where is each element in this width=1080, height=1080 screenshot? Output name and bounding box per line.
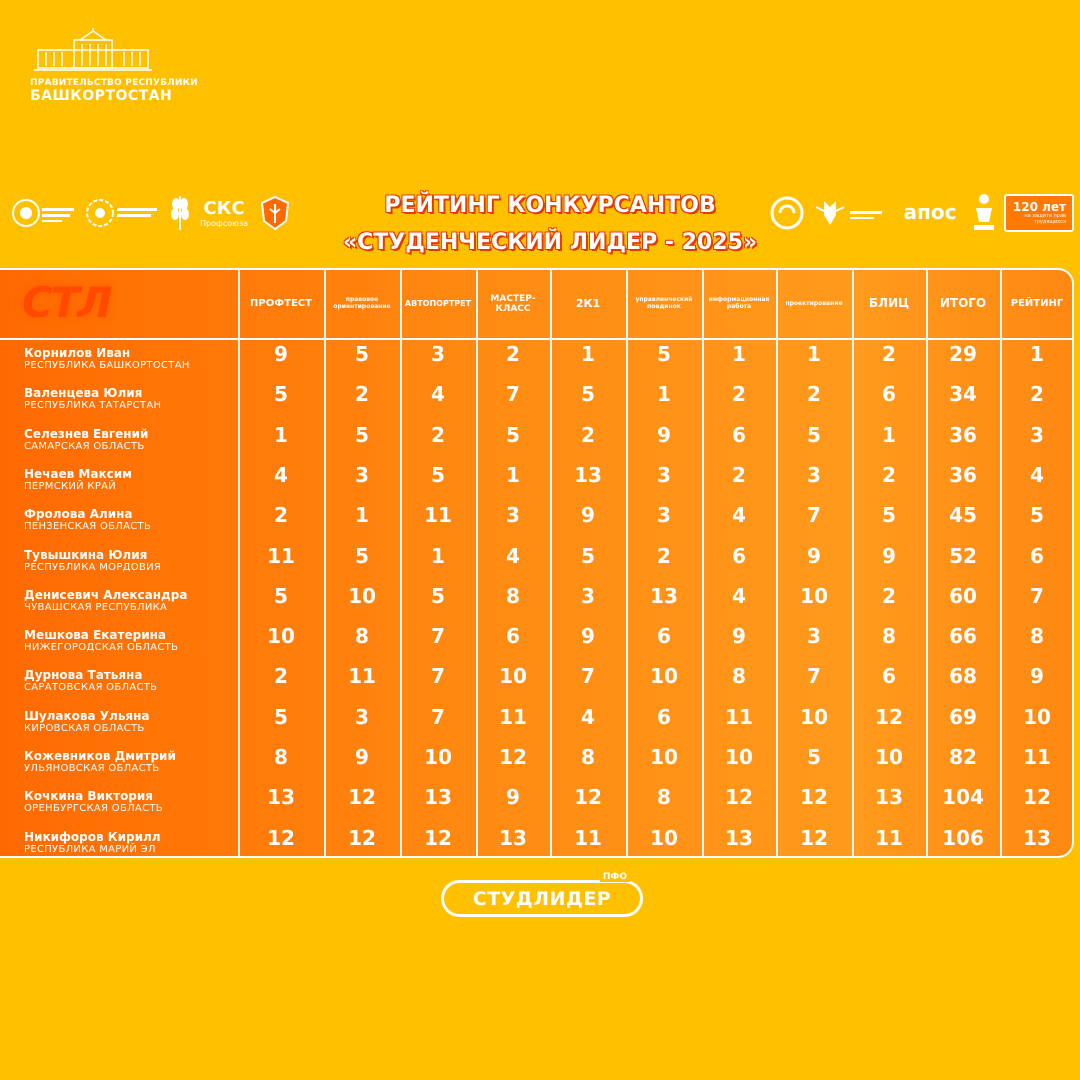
figure-emblem-icon [971, 192, 997, 232]
score-cell: 1 [581, 342, 595, 366]
score-cell: 9 [355, 745, 369, 769]
score-cell: 10 [875, 745, 903, 769]
score-cell: 5 [431, 583, 445, 608]
score-cell: 6 [657, 704, 671, 729]
score-cell: 3 [807, 624, 821, 649]
participant-name: Дурнова Татьяна [24, 668, 143, 683]
score-cell: 1 [732, 342, 746, 366]
score-cell: 9 [657, 422, 671, 447]
score-cell: 3 [431, 342, 445, 366]
score-cell: 7 [807, 503, 821, 528]
participant-region: САРАТОВСКАЯ ОБЛАСТЬ [24, 682, 158, 694]
partner-logo-eagle [810, 195, 886, 231]
total-cell: 69 [949, 704, 977, 729]
rank-cell: 1 [1030, 342, 1044, 366]
score-cell: 2 [274, 664, 288, 689]
partner-logo-wheat [168, 192, 192, 232]
score-cell: 4 [274, 462, 288, 487]
score-cell: 10 [800, 583, 828, 608]
participant-region: НИЖЕГОРОДСКАЯ ОБЛАСТЬ [24, 642, 179, 654]
score-cell: 5 [657, 342, 671, 366]
total-cell: 60 [949, 583, 977, 608]
score-cell: 7 [807, 664, 821, 689]
score-cell: 12 [800, 825, 828, 850]
rank-cell: 2 [1030, 382, 1044, 407]
score-cell: 2 [355, 382, 369, 407]
score-cell: 2 [581, 422, 595, 447]
column-divider [852, 270, 854, 856]
column-header: АВТОПОРТРЕТ [404, 299, 472, 309]
score-cell: 7 [581, 664, 595, 689]
participant-name: Мешкова Екатерина [24, 628, 167, 643]
score-cell: 8 [732, 664, 746, 689]
participant-name: Корнилов Иван [24, 346, 131, 360]
score-cell: 3 [355, 704, 369, 729]
rank-cell: 11 [1023, 745, 1051, 769]
header-divider [0, 338, 1072, 340]
column-header: МАСТЕР-КЛАСС [490, 293, 536, 314]
participant-region: КИРОВСКАЯ ОБЛАСТЬ [24, 722, 145, 734]
score-cell: 4 [732, 583, 746, 608]
column-divider [476, 270, 478, 856]
column-divider [238, 270, 240, 856]
score-cell: 9 [732, 624, 746, 649]
score-cell: 9 [882, 543, 896, 568]
score-cell: 1 [274, 422, 288, 447]
partner-logo-120 [1004, 194, 1074, 232]
score-cell: 4 [431, 382, 445, 407]
score-cell: 5 [506, 422, 520, 447]
score-cell: 5 [581, 382, 595, 407]
participant-name: Никифоров Кирилл [24, 829, 161, 844]
participant-region: САМАРСКАЯ ОБЛАСТЬ [24, 440, 145, 452]
score-cell: 1 [431, 543, 445, 568]
column-divider [626, 270, 628, 856]
partner-logo-1 [10, 195, 76, 231]
pfo-label: ПФО [600, 872, 630, 882]
score-cell: 10 [348, 583, 376, 608]
column-divider [550, 270, 552, 856]
score-cell: 7 [506, 382, 520, 407]
rank-cell: 13 [1023, 825, 1051, 850]
participant-region: ЧУВАШСКАЯ РЕСПУБЛИКА [24, 601, 168, 613]
score-cell: 10 [725, 745, 753, 769]
score-cell: 2 [807, 382, 821, 407]
score-cell: 7 [431, 704, 445, 729]
score-cell: 4 [732, 503, 746, 528]
score-cell: 10 [650, 664, 678, 689]
score-cell: 11 [348, 664, 376, 689]
score-cell: 13 [499, 825, 527, 850]
participant-region: РЕСПУБЛИКА ТАТАРСТАН [24, 400, 162, 412]
score-cell: 2 [274, 503, 288, 528]
score-cell: 5 [274, 704, 288, 729]
rank-cell: 3 [1030, 422, 1044, 447]
sks-label: СКС [203, 197, 245, 219]
score-cell: 12 [267, 825, 295, 850]
score-cell: 9 [807, 543, 821, 568]
score-cell: 5 [807, 745, 821, 769]
score-cell: 12 [875, 704, 903, 729]
partner-logo-2 [84, 195, 160, 231]
score-cell: 3 [657, 462, 671, 487]
column-divider [702, 270, 704, 856]
score-cell: 1 [657, 382, 671, 407]
total-cell: 106 [942, 825, 984, 850]
score-cell: 13 [650, 583, 678, 608]
score-cell: 2 [431, 422, 445, 447]
score-cell: 8 [274, 745, 288, 769]
score-cell: 1 [355, 503, 369, 528]
participant-name: Валенцева Юлия [24, 386, 143, 401]
column-header: информационная работа [708, 296, 770, 310]
column-divider [324, 270, 326, 856]
participant-region: ОРЕНБУРГСКАЯ ОБЛАСТЬ [24, 803, 163, 815]
participant-name: Нечаев Максим [24, 466, 132, 481]
total-cell: 82 [949, 745, 977, 769]
score-cell: 13 [574, 462, 602, 487]
score-cell: 13 [725, 825, 753, 850]
gov-title-line1: ПРАВИТЕЛЬСТВО РЕСПУБЛИКИ [30, 78, 198, 88]
column-divider [776, 270, 778, 856]
total-cell: 45 [949, 503, 977, 528]
score-cell: 2 [732, 382, 746, 407]
rank-cell: 7 [1030, 583, 1044, 608]
government-building-icon [34, 28, 152, 72]
score-cell: 6 [882, 664, 896, 689]
score-cell: 3 [355, 462, 369, 487]
total-cell: 36 [949, 422, 977, 447]
rank-cell: 5 [1030, 503, 1044, 528]
score-cell: 3 [657, 503, 671, 528]
partner-logo-circle [768, 193, 806, 233]
score-cell: 12 [574, 785, 602, 810]
column-header: ПРОФТЕСТ [250, 298, 312, 310]
circle-emblem-icon [769, 195, 805, 231]
score-cell: 2 [732, 462, 746, 487]
page-title: РЕЙТИНГ КОНКУРСАНТОВ [384, 193, 716, 218]
column-divider [400, 270, 402, 856]
score-cell: 12 [800, 785, 828, 810]
rank-cell: 10 [1023, 704, 1051, 729]
score-cell: 11 [875, 825, 903, 850]
score-cell: 5 [431, 462, 445, 487]
partner-logo-figure [970, 192, 998, 232]
total-cell: 34 [949, 382, 977, 407]
column-header: 2К1 [575, 296, 601, 310]
column-header: управленческий поединок [635, 296, 693, 310]
score-cell: 10 [499, 664, 527, 689]
gov-title-line2: БАШКОРТОСТАН [30, 88, 173, 104]
rating-table [0, 268, 1074, 858]
column-header: БЛИЦ [868, 296, 910, 311]
score-cell: 5 [355, 543, 369, 568]
score-cell: 5 [807, 422, 821, 447]
rank-cell: 12 [1023, 785, 1051, 810]
stl-logo: СТЛ [22, 278, 111, 327]
total-cell: 52 [949, 543, 977, 568]
wheat-icon [168, 192, 192, 232]
score-cell: 11 [574, 825, 602, 850]
score-cell: 5 [355, 422, 369, 447]
score-cell: 1 [506, 462, 520, 487]
participant-name: Кочкина Виктория [24, 789, 154, 804]
score-cell: 5 [274, 583, 288, 608]
score-cell: 6 [732, 543, 746, 568]
score-cell: 12 [725, 785, 753, 810]
score-cell: 4 [506, 543, 520, 568]
eagle-emblem-icon [810, 195, 886, 231]
score-cell: 13 [875, 785, 903, 810]
score-cell: 7 [431, 664, 445, 689]
score-cell: 9 [506, 785, 520, 810]
participant-name: Кожевников Дмитрий [24, 749, 176, 763]
participant-region: УЛЬЯНОВСКАЯ ОБЛАСТЬ [24, 763, 160, 774]
score-cell: 10 [800, 704, 828, 729]
participant-region: РЕСПУБЛИКА МАРИЙ ЭЛ [24, 843, 156, 855]
participant-region: РЕСПУБЛИКА БАШКОРТОСТАН [24, 360, 190, 371]
score-cell: 8 [882, 624, 896, 649]
rank-cell: 6 [1030, 543, 1044, 568]
score-cell: 11 [267, 543, 295, 568]
score-cell: 8 [657, 785, 671, 810]
total-cell: 104 [942, 785, 984, 810]
participant-name: Денисевич Александра [24, 587, 188, 602]
score-cell: 2 [882, 583, 896, 608]
column-divider [1000, 270, 1002, 856]
column-header: РЕЙТИНГ [1010, 298, 1064, 310]
score-cell: 8 [506, 583, 520, 608]
total-cell: 68 [949, 664, 977, 689]
total-cell: 36 [949, 462, 977, 487]
rank-cell: 9 [1030, 664, 1044, 689]
score-cell: 4 [581, 704, 595, 729]
score-cell: 13 [267, 785, 295, 810]
participant-name: Фролова Алина [24, 507, 133, 522]
score-cell: 10 [424, 745, 452, 769]
page-subtitle: «СТУДЕНЧЕСКИЙ ЛИДЕР - 2025» [342, 230, 758, 255]
participant-name: Тувышкина Юлия [24, 547, 148, 562]
studlider-label: СТУДЛИДЕР [472, 887, 612, 910]
score-cell: 2 [506, 342, 520, 366]
participant-name: Шулакова Ульяна [24, 708, 150, 723]
score-cell: 7 [431, 624, 445, 649]
partner-logo-sks [196, 193, 252, 233]
column-header: ИТОГО [939, 296, 987, 311]
score-cell: 9 [274, 342, 288, 366]
score-cell: 12 [348, 785, 376, 810]
score-cell: 6 [506, 624, 520, 649]
score-cell: 10 [267, 624, 295, 649]
score-cell: 11 [499, 704, 527, 729]
sks-sublabel: Профсоюза [199, 218, 248, 228]
total-cell: 29 [949, 342, 977, 366]
apos-label: апос [903, 200, 957, 224]
badge-120-sublabel: на защите прав трудящихся [1024, 213, 1066, 225]
participant-name: Селезнев Евгений [24, 426, 149, 441]
score-cell: 6 [657, 624, 671, 649]
score-cell: 5 [355, 342, 369, 366]
score-cell: 10 [650, 745, 678, 769]
score-cell: 6 [732, 422, 746, 447]
score-cell: 3 [581, 583, 595, 608]
rank-cell: 4 [1030, 462, 1044, 487]
score-cell: 6 [882, 382, 896, 407]
score-cell: 8 [355, 624, 369, 649]
score-cell: 5 [882, 503, 896, 528]
partner-emblem-icon [84, 195, 160, 231]
participant-region: РЕСПУБЛИКА МОРДОВИЯ [24, 561, 162, 573]
partner-logo-apos [890, 196, 970, 228]
score-cell: 1 [807, 342, 821, 366]
column-divider [926, 270, 928, 856]
score-cell: 5 [581, 543, 595, 568]
badge-120-label: 120 лет [1012, 200, 1066, 214]
score-cell: 11 [725, 704, 753, 729]
government-logo [30, 28, 198, 104]
partner-emblem-icon [10, 195, 76, 231]
studlider-logo [441, 872, 643, 917]
score-cell: 5 [274, 382, 288, 407]
participant-region: ПЕНЗЕНСКАЯ ОБЛАСТЬ [24, 521, 152, 533]
score-cell: 2 [882, 342, 896, 366]
total-cell: 66 [949, 624, 977, 649]
score-cell: 12 [424, 825, 452, 850]
score-cell: 13 [424, 785, 452, 810]
column-header: проектирование [785, 299, 843, 307]
score-cell: 11 [424, 503, 452, 528]
score-cell: 9 [581, 503, 595, 528]
rank-cell: 8 [1030, 624, 1044, 649]
score-cell: 3 [506, 503, 520, 528]
score-cell: 12 [348, 825, 376, 850]
score-cell: 3 [807, 462, 821, 487]
score-cell: 10 [650, 825, 678, 850]
score-cell: 9 [581, 624, 595, 649]
score-cell: 2 [657, 543, 671, 568]
score-cell: 2 [882, 462, 896, 487]
score-cell: 1 [882, 422, 896, 447]
score-cell: 12 [499, 745, 527, 769]
score-cell: 8 [581, 745, 595, 769]
column-header: правовое ориентирование [333, 296, 391, 310]
participant-region: ПЕРМСКИЙ КРАЙ [24, 480, 117, 492]
